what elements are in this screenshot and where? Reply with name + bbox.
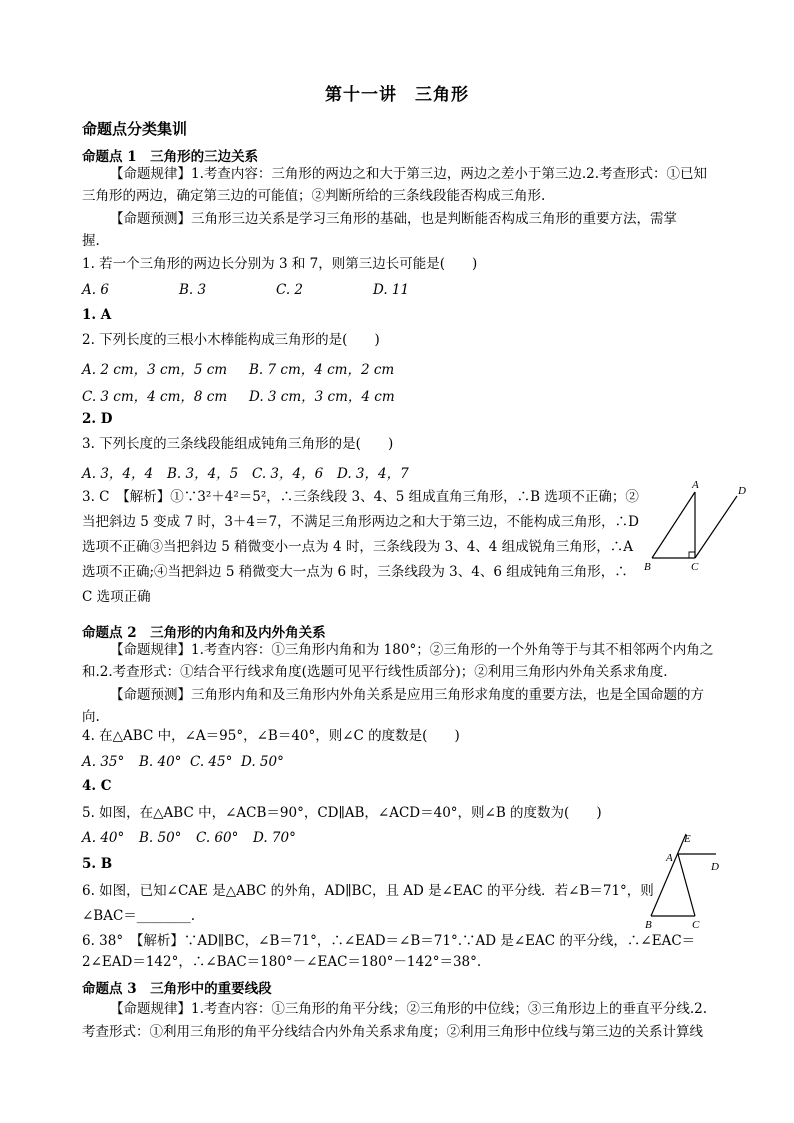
label-b: B	[645, 919, 652, 931]
option-b: B. 40°	[139, 754, 182, 770]
topic-2-heading: 命题点 2 三角形的内角和及内外角关系	[82, 625, 326, 641]
section-heading: 命题点分类集训	[82, 120, 188, 138]
topic-1-rule-cont: 三角形的两边，确定第三边的可能值；②判断所给的三条线段能否构成三角形.	[82, 188, 546, 204]
label-e: E	[684, 833, 691, 845]
option-a: A. 2 cm，3 cm，5 cm	[82, 362, 228, 378]
figure-triangle-acd	[640, 476, 755, 576]
option-d: D. 50°	[241, 754, 284, 770]
label-a: A	[666, 852, 673, 864]
question-6-cont: ∠BAC＝________.	[82, 908, 196, 924]
topic-3-heading: 命题点 3 三角形中的重要线段	[82, 981, 272, 997]
option-a: A. 6	[82, 282, 109, 298]
figure-triangle-ead	[640, 828, 740, 934]
option-d: D. 70°	[253, 830, 296, 846]
label-a: A	[692, 479, 699, 491]
answer-4: 4. C	[82, 778, 112, 794]
topic-3-rule: 【命题规律】1.考查内容：①三角形的角平分线；②三角形的中位线；③三角形边上的垂直平分线.2.	[110, 1001, 708, 1017]
answer-5: 5. B	[82, 856, 113, 872]
answer-3-line-3: 选项不正确③当把斜边 5 稍微变小一点为 4 时，三条线段为 3、4、4 组成锐角三角形，∴A	[82, 539, 633, 555]
topic-2-rule-cont: 和.2.考查形式：①结合平行线求角度(选题可见平行线性质部分)；②利用三角形内外角关系求角度.	[82, 664, 668, 680]
topic-2-rule: 【命题规律】1.考查内容：①三角形内角和为 180°；②三角形的一个外角等于与其不相邻两个内角之	[110, 642, 714, 658]
option-c: C. 2	[276, 282, 304, 298]
answer-1: 1. A	[82, 307, 112, 323]
option-a: A. 40°	[82, 830, 125, 846]
option-b: B. 3，4，5	[167, 466, 239, 482]
option-a: A. 3，4，4	[82, 466, 154, 482]
option-d: D. 11	[373, 282, 410, 298]
topic-3-rule-cont: 考查形式：①利用三角形的角平分线结合内外角关系求角度；②利用三角形中位线与第三边的关系计算线	[82, 1024, 703, 1040]
topic-2-prediction: 【命题预测】三角形内角和及三角形内外角关系是应用三角形求角度的重要方法，也是全国命题的方	[110, 687, 704, 703]
answer-3-line-5: C 选项正确	[82, 589, 151, 605]
option-b: B. 50°	[139, 830, 182, 846]
label-b: B	[644, 561, 651, 573]
option-d: D. 3，4，7	[337, 466, 409, 482]
option-d: D. 3 cm，3 cm，4 cm	[249, 389, 395, 405]
option-a: A. 35°	[82, 754, 125, 770]
question-2-options-row2	[82, 385, 395, 405]
question-1: 1. 若一个三角形的两边长分别为 3 和 7，则第三边长可能是( )	[82, 256, 478, 272]
label-d: D	[711, 861, 719, 873]
label-d: D	[738, 485, 746, 497]
option-c: C. 60°	[196, 830, 239, 846]
answer-3-explanation	[82, 485, 642, 610]
page-title: 第十一讲 三角形	[325, 85, 469, 105]
question-5: 5. 如图，在△ABC 中，∠ACB＝90°，CD∥AB，∠ACD＝40°，则∠B 的度数为( )	[82, 805, 602, 821]
question-2: 2. 下列长度的三根小木棒能构成三角形的是( )	[82, 332, 380, 348]
option-b: B. 7 cm，4 cm，2 cm	[249, 362, 395, 378]
question-4: 4. 在△ABC 中，∠A＝95°，∠B＝40°，则∠C 的度数是( )	[82, 728, 460, 744]
topic-1-heading: 命题点 1 三角形的三边关系	[82, 149, 259, 165]
topic-1-rule: 【命题规律】1.考查内容：三角形的两边之和大于第三边，两边之差小于第三边.2.考查形式：①已知	[110, 166, 708, 182]
answer-2: 2. D	[82, 411, 113, 427]
answer-3-line-1: 3. C 【解析】①∵3²＋4²＝5²，∴三条线段 3、4、5 组成直角三角形，∴B 选项不正确；②	[82, 489, 639, 505]
option-c: C. 3 cm，4 cm，8 cm	[82, 389, 228, 405]
topic-2-prediction-cont: 向.	[82, 709, 100, 725]
option-b: B. 3	[179, 282, 207, 298]
question-6: 6. 如图，已知∠CAE 是△ABC 的外角，AD∥BC，且 AD 是∠EAC 的平分线．若∠B＝71°，则	[82, 883, 654, 899]
label-c: C	[691, 561, 699, 573]
topic-1-prediction-cont: 握.	[82, 233, 100, 249]
question-4-options	[82, 754, 284, 770]
question-3-options	[82, 462, 409, 482]
answer-3-line-2: 当把斜边 5 变成 7 时，3＋4＝7，不满足三角形两边之和大于第三边，不能构成三角形，∴D	[82, 514, 639, 530]
answer-3-line-4: 选项不正确;④当把斜边 5 稍微变大一点为 6 时，三条线段为 3、4、6 组成钝角三角形，∴	[82, 564, 628, 580]
question-2-options-row1	[82, 358, 394, 378]
topic-1-prediction: 【命题预测】三角形三边关系是学习三角形的基础，也是判断能否构成三角形的重要方法，需掌	[110, 211, 677, 227]
question-3: 3. 下列长度的三条线段能组成钝角三角形的是( )	[82, 436, 394, 452]
label-c: C	[692, 919, 700, 931]
question-5-options	[82, 830, 296, 846]
option-c: C. 3，4，6	[252, 466, 324, 482]
question-1-options	[82, 282, 409, 298]
answer-6-line-2: 2∠EAD＝142°，∴∠BAC＝180°－∠EAC＝180°－142°＝38°.	[82, 954, 482, 970]
option-c: C. 45°	[190, 754, 233, 770]
answer-6-line-1: 6. 38° 【解析】∵AD∥BC，∠B＝71°，∴∠EAD＝∠B＝71°.∵AD 是∠EAC 的平分线，∴∠EAC＝	[82, 933, 696, 949]
